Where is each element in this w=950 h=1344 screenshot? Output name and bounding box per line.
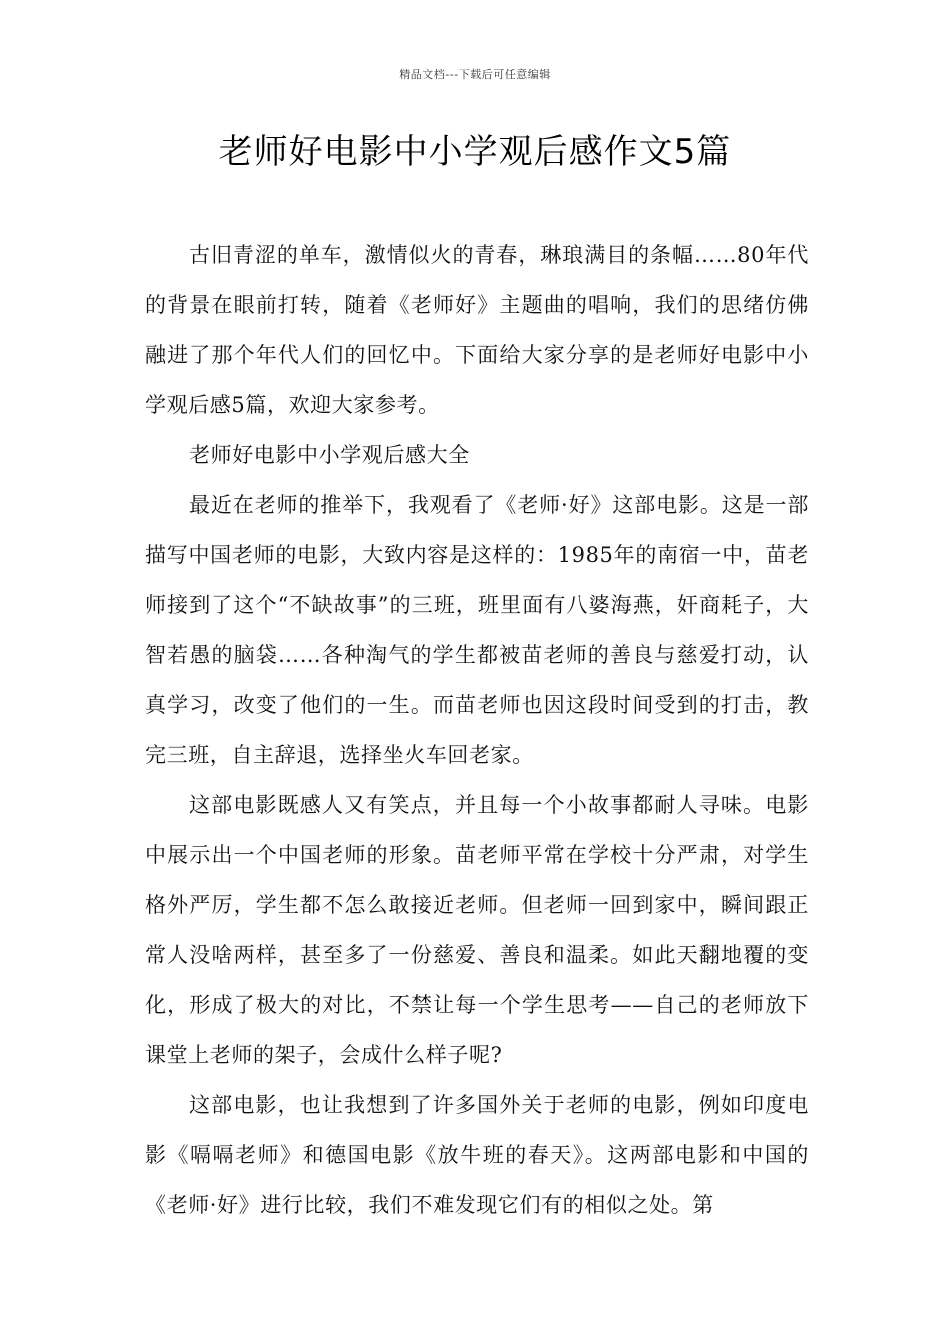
paragraph-comparison: 这部电影，也让我想到了许多国外关于老师的电影，例如印度电影《嗝嗝老师》和德国电影《放牛班的春天》。这两部电影和中国的《老师·好》进行比较，我们不难发现它们有的相似之处。第 — [145, 1093, 809, 1217]
document-title: 老师好电影中小学观后感作文5篇 — [218, 132, 732, 172]
document-body — [145, 230, 809, 1230]
paragraph-plot: 最近在老师的推举下，我观看了《老师·好》这部电影。这是一部描写中国老师的电影，大致内容是这样的：1985年的南宿一中，苗老师接到了这个“不缺故事”的三班，班里面有八婆海燕，奸商耗子，大智若愚的脑袋……各种淘气的学生都被苗老师的善良与慈爱打动，认真学习，改变了他们的一生。而苗老师也因这段时间受到的打击，教完三班，自主辞退，选择坐火车回老家。 — [145, 493, 809, 767]
header-note: 精品文档---下载后可任意编辑 — [399, 68, 551, 81]
section-heading: 老师好电影中小学观后感大全 — [189, 443, 470, 467]
paragraph-intro: 古旧青涩的单车，激情似火的青春，琳琅满目的条幅……80年代的背景在眼前打转，随着《老师好》主题曲的唱响，我们的思绪仿佛融进了那个年代人们的回忆中。下面给大家分享的是老师好电影中小学观后感5篇，欢迎大家参考。 — [145, 243, 809, 417]
paragraph-character: 这部电影既感人又有笑点，并且每一个小故事都耐人寻味。电影中展示出一个中国老师的形象。苗老师平常在学校十分严肃，对学生格外严厉，学生都不怎么敢接近老师。但老师一回到家中，瞬间跟正常人没啥两样，甚至多了一份慈爱、善良和温柔。如此天翻地覆的变化，形成了极大的对比，不禁让每一个学生思考——自己的老师放下课堂上老师的架子，会成什么样子呢? — [145, 793, 809, 1067]
